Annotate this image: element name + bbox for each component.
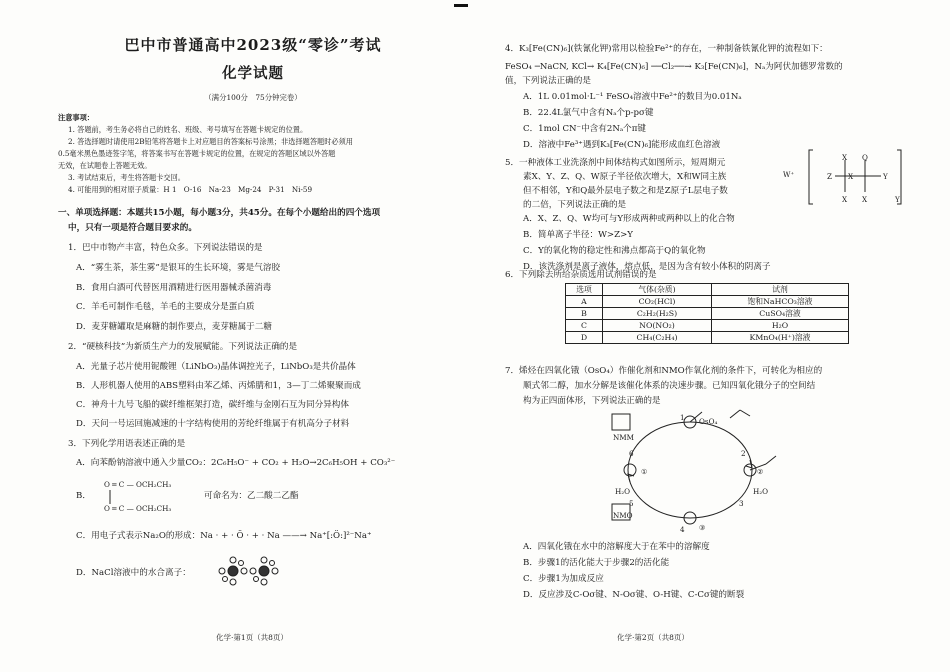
q2-option-d: D．天问一号运回施减速的十字结构使用的芳纶纤维属于有机高分子材料 [76,419,350,429]
q3-option-c: C．用电子式表示Na₂O的形成：Na · + · Ö · + · Na ——→ Na⁺[:Ö:]²⁻Na⁺ [76,531,372,541]
table-cell: NO(NO₂) [603,320,712,332]
hydrated-ion-figure [218,556,278,586]
table-cell: B [566,308,603,320]
note-line: 无效，在试题卷上答题无效。 [58,161,152,170]
q2-option-c: C．神舟十九号飞船的碳纤维框架打造，碳纤维与金刚石互为同分异构体 [76,400,349,410]
table-header-cell: 选项 [566,284,603,296]
table-cell: H₂O [712,320,849,332]
q7-label: NMM [613,433,635,442]
q7-step-label: 4 [680,525,685,534]
table-row [566,332,849,344]
q1-option-d: D．麦芽糖罐取是麻糖的制作要点，麦芽糖属于二糖 [76,322,272,332]
q7-step-label: 3 [739,499,744,508]
table-cell: C [566,320,603,332]
q4-stem: 4．K₃[Fe(CN)₆](铁氰化钾)常用以检验Fe²⁺的存在，一种制备铁氰化钾的流程如下： [505,44,828,54]
table-cell: KMnO₄(H⁺)溶液 [712,332,849,344]
q3-struct-bottom: O ═ C — OCH₂CH₃ [104,504,172,513]
q5-option-b: B．简单离子半径：W>Z>Y [523,230,633,240]
q3-stem: 3．下列化学用语表述正确的是 [68,439,186,449]
q7-step-label: 2 [741,449,746,458]
q3-option-d: D．NaCl溶液中的水合离子： [76,568,191,578]
q5-atom: Q [862,153,868,162]
q7-step-label: 6 [629,449,634,458]
q5-atom: Y [883,172,888,181]
q7-option-c: C．步骤1为加成反应 [523,574,604,584]
table-header-cell: 试剂 [712,284,849,296]
table-cell: CH₄(C₂H₄) [603,332,712,344]
table-cell: D [566,332,603,344]
q6-table [565,283,849,344]
q7-option-b: B．步骤1的活化能大于步骤2的活化能 [523,558,670,568]
section-heading: 一、单项选择题：本题共15小题，每小题3分，共45分。在每个小题给出的四个选项 [58,208,381,218]
q7-step-label: 1 [680,413,685,422]
section-heading-cont: 中，只有一项是符合题目要求的。 [68,223,197,233]
q7-stem-2: 顺式邻二醇，加水分解是该催化体系的决速步骤。已知四氧化锇分子的空间结 [523,381,816,391]
q7-step-label: 5 [629,499,634,508]
note-line: 0.5毫米黑色墨迹签字笔，将答案书写在答题卡规定的位置，在规定的答题区域以外答题 [58,149,336,158]
table-cell: C₂H₂(H₂S) [603,308,712,320]
q7-circled-label: ③ [699,523,706,532]
table-cell: 饱和NaHCO₃溶液 [712,296,849,308]
q5-option-d: D．该洗涤剂是离子液体，熔点低，是因为含有较小体积的阴离子 [523,262,771,272]
q7-label: H₂O [753,487,769,496]
q7-label: NMO [613,511,633,520]
q4-option-d: D．溶液中Fe³⁺遇到K₃[Fe(CN)₆]能形成血红色溶液 [523,140,721,150]
q4-stem-3: 值，下列说法正确的是 [505,76,591,86]
q3-option-a: A．向苯酚钠溶液中通入少量CO₂：2C₆H₅O⁻ + CO₂ + H₂O→2C₆H₅OH + CO₃²⁻ [76,458,396,468]
q7-label: H₂O [615,487,631,496]
q7-circled-label: ② [757,467,764,476]
q4-option-b: B．22.4L氯气中含有Nₐ个p-pσ键 [523,108,654,118]
q5-atom: X [862,195,868,204]
q2-option-a: A．光量子芯片使用铌酸锂（LiNbO₃)晶体调控光子，LiNbO₃是共价晶体 [76,362,356,372]
q3-struct-top: O ═ C — OCH₂CH₃ [104,480,172,489]
q7-circled-label: ① [641,467,648,476]
q5-atom: Z [827,172,832,181]
q2-option-b: B．人形机器人使用的ABS塑料由苯乙烯、丙烯腈和1，3—丁二烯聚聚而成 [76,381,361,391]
table-header-row [566,284,849,296]
q5-stem-2: 素X、Y、Z、Q、W原子半径依次增大，X和W同主族 [523,172,727,182]
table-cell: CO₂(HCl) [603,296,712,308]
q6-stem: 6．下列除去所给杂质选用试剂错误的是 [505,270,657,280]
q5-struct-w: W⁺ [783,170,795,179]
q1-option-a: A．“雾生茶，茶生雾”是银耳的生长环境，雾是气溶胶 [76,263,281,273]
q5-atom: Y [895,195,900,204]
table-row [566,308,849,320]
table-header-cell: 气体(杂质) [603,284,712,296]
q7-stem: 7．烯烃在四氧化锇（OsO₄）作催化剂和NMO作氧化剂的条件下，可转化为相应的 [505,366,823,376]
page-footer: 化学·第2页（共8页） [617,633,689,642]
note-line: 2. 答选择题时请使用2B铅笔将答题卡上对应题目的答案标号涂黑；非选择题答题时必须用 [68,137,353,146]
q5-option-a: A．X、Z、Q、W均可与Y形成两种或两种以上的化合物 [523,214,735,224]
notes-title: 注意事项： [58,113,94,122]
page-1 [58,0,458,672]
q1-option-b: B．食用白酒可代替医用酒精进行医用器械杀菌消毒 [76,283,272,293]
q5-atom: X [842,153,848,162]
table-cell: CuSO₄溶液 [712,308,849,320]
exam-title: 巴中市普通高中2023级“零诊”考试 [124,36,382,54]
page-2 [505,0,905,672]
q7-stem-3: 构为正四面体形，下列说法正确的是 [523,396,661,406]
exam-subtitle: 化学试题 [222,65,284,82]
page-footer: 化学·第1页（共8页） [216,633,288,642]
table-cell: A [566,296,603,308]
q7-option-a: A．四氧化锇在水中的溶解度大于在苯中的溶解度 [523,542,710,552]
q4-option-c: C．1mol CN⁻中含有2Nₐ个π键 [523,124,646,134]
note-line: 3. 考试结束后，考生将答题卡交回。 [68,173,185,182]
table-row [566,320,849,332]
q5-stem-3: 但不相邻，Y和Q最外层电子数之和是Z原子L层电子数 [523,186,728,196]
q4-option-a: A．1L 0.01mol·L⁻¹ FeSO₄溶液中Fe²⁺的数目为0.01Nₐ [523,92,742,102]
q7-option-d: D．反应涉及C-Oσ键、N-Oσ键、O-H键、C-Cσ键的断裂 [523,590,745,600]
q5-atom: X [848,172,854,181]
note-line: 1. 答题前，考生务必将自己的姓名、班级、考号填写在答题卡规定的位置。 [68,125,308,134]
q3-struct-bond [108,490,112,504]
exam-meta: （满分100分 75分钟完卷） [204,93,302,102]
q1-stem: 1．巴中市物产丰富，特色众多。下列说法错误的是 [68,243,263,253]
q7-label-oso4: OsO₄ [699,417,718,426]
q2-stem: 2．“硬核科技”为新质生产力的发展赋能。下列说法正确的是 [68,342,298,352]
q4-stem-2: FeSO₄ ─NaCN, KCl→ K₄[Fe(CN)₆] ──Cl₂──→ K₃[Fe(CN)₆]，Nₐ为阿伏加德罗常数的 [505,62,843,72]
table-row [566,296,849,308]
q3-option-b-name: 可命名为：乙二酸二乙酯 [204,491,299,501]
q5-atom: X [842,195,848,204]
q1-option-c: C．羊毛可制作毛毯，羊毛的主要成分是蛋白质 [76,302,255,312]
q5-option-c: C．Y的氧化物的稳定性和沸点都高于Q的氧化物 [523,246,706,256]
q3-option-b-label: B． [76,491,91,501]
q5-stem: 5．一种液体工业洗涤剂中间体结构式如图所示，短周期元 [505,158,726,168]
q5-stem-4: 的二倍，下列说法正确的是 [523,200,627,210]
note-line: 4. 可能用到的相对原子质量：H 1 O-16 Na-23 Mg-24 P-31 Ni-59 [68,185,313,194]
